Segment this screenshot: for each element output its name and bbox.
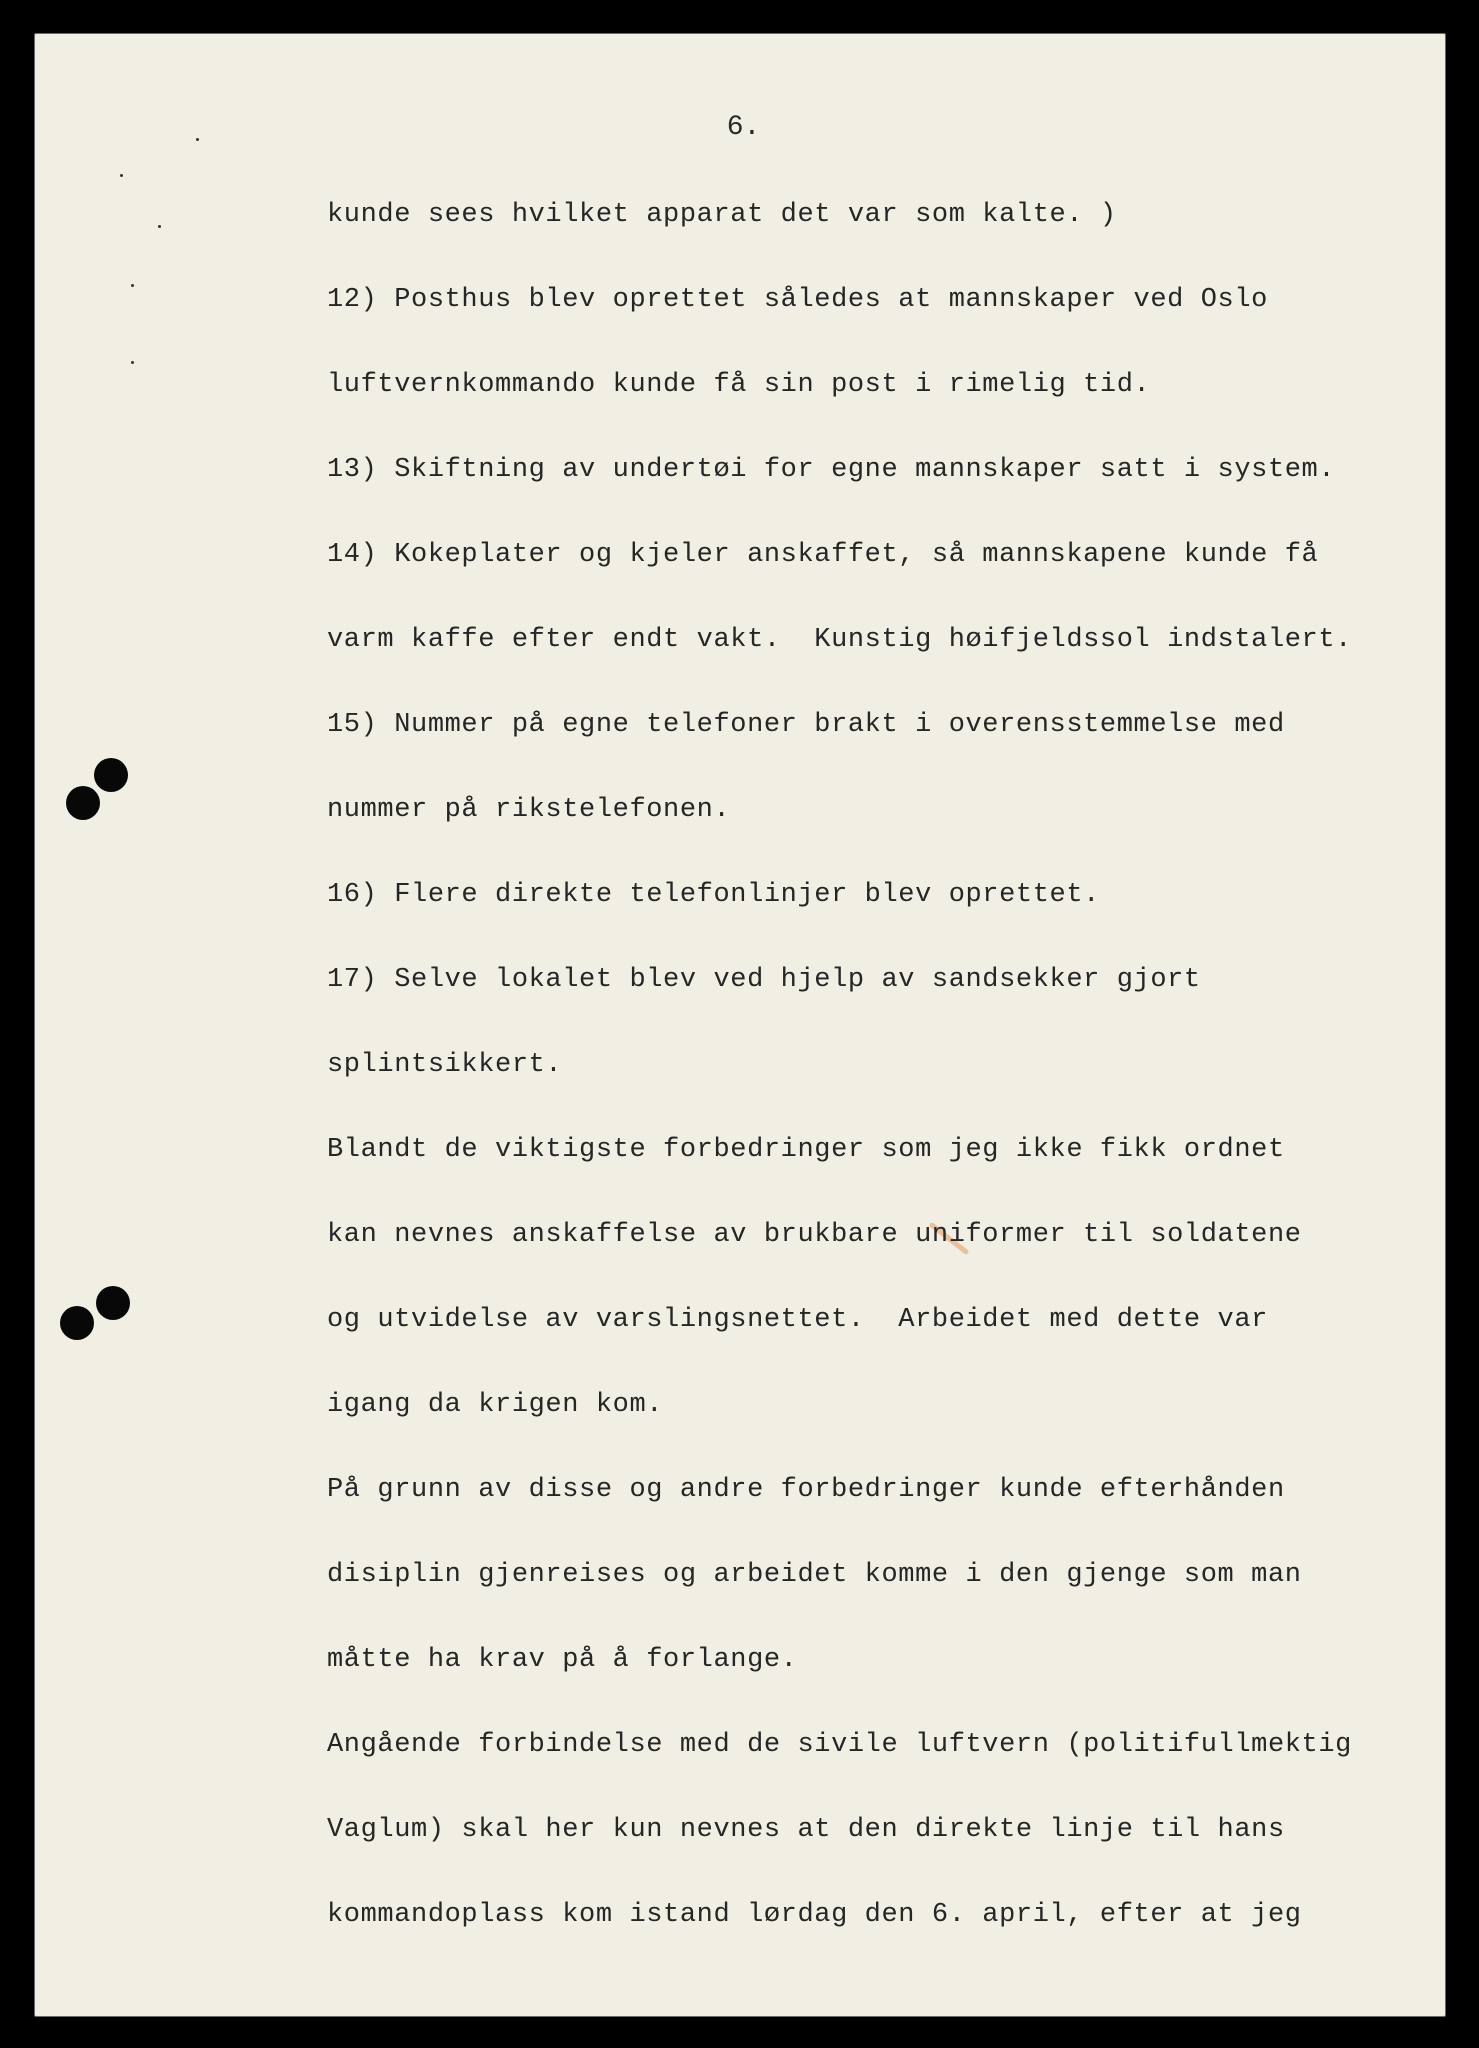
document-page	[34, 33, 1446, 2017]
punch-hole-icon	[66, 786, 100, 820]
text-line: nummer på rikstelefonen.	[327, 795, 731, 825]
punch-hole-icon	[96, 1286, 130, 1320]
text-line: og utvidelse av varslingsnettet. Arbeidet med dette var	[327, 1305, 1268, 1335]
text-line: varm kaffe efter endt vakt. Kunstig høifjeldssol indstalert.	[327, 625, 1352, 655]
punch-hole-icon	[94, 758, 128, 792]
text-line: Vaglum) skal her kun nevnes at den direkte linje til hans	[327, 1815, 1285, 1845]
ink-speck	[158, 225, 161, 228]
text-line: Blandt de viktigste forbedringer som jeg ikke fikk ordnet	[327, 1135, 1285, 1165]
ink-speck	[120, 174, 123, 177]
text-line: På grunn av disse og andre forbedringer kunde efterhånden	[327, 1475, 1285, 1505]
punch-hole-icon	[60, 1306, 94, 1340]
text-line: luftvernkommando kunde få sin post i rimelig tid.	[327, 370, 1151, 400]
text-line: splintsikkert.	[327, 1050, 563, 1080]
ink-speck	[131, 361, 134, 364]
text-line: måtte ha krav på å forlange.	[327, 1645, 798, 1675]
ink-speck	[131, 284, 134, 287]
text-line: 12) Posthus blev oprettet således at mannskaper ved Oslo	[327, 285, 1268, 315]
text-line: Angående forbindelse med de sivile luftvern (politifullmektig	[327, 1730, 1352, 1760]
text-line: kan nevnes anskaffelse av brukbare uniformer til soldatene	[327, 1220, 1302, 1250]
text-line: igang da krigen kom.	[327, 1390, 664, 1420]
text-line: kommandoplass kom istand lørdag den 6. april, efter at jeg	[327, 1900, 1302, 1930]
text-line: 17) Selve lokalet blev ved hjelp av sandsekker gjort	[327, 965, 1201, 995]
text-line: 15) Nummer på egne telefoner brakt i overensstemmelse med	[327, 710, 1285, 740]
text-line: 16) Flere direkte telefonlinjer blev oprettet.	[327, 880, 1100, 910]
page-number: 6.	[726, 112, 761, 143]
text-line: 14) Kokeplater og kjeler anskaffet, så mannskapene kunde få	[327, 540, 1319, 570]
text-line: kunde sees hvilket apparat det var som kalte. )	[327, 200, 1117, 230]
text-line: 13) Skiftning av undertøi for egne mannskaper satt i system.	[327, 455, 1336, 485]
text-line: disiplin gjenreises og arbeidet komme i den gjenge som man	[327, 1560, 1302, 1590]
